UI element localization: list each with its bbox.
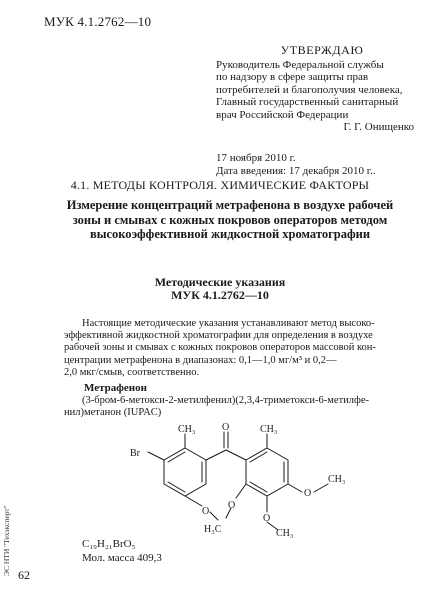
- structure-h3c: H₃C: [204, 524, 222, 535]
- structure-o4: O: [304, 488, 312, 499]
- structure-ch3-right: CH₃: [260, 424, 278, 435]
- page-number: 62: [18, 568, 30, 582]
- intro-paragraph: [64, 318, 414, 379]
- approval-line: по надзору в сфере защиты прав: [216, 71, 369, 83]
- structure-carbonyl-o: O: [222, 422, 230, 433]
- approval-line: врач Российской Федерации: [216, 108, 349, 121]
- approval-dates: [216, 152, 376, 178]
- structure-ch3-bottom: CH₃: [276, 528, 294, 538]
- structure-o2: O: [228, 500, 236, 511]
- formula-block: [82, 537, 162, 565]
- effective-date: Дата введения: 17 декабря 2010 г..: [216, 165, 376, 177]
- section-heading: 4.1. МЕТОДЫ КОНТРОЛЯ. ХИМИЧЕСКИЕ ФАКТОРЫ: [70, 178, 370, 192]
- structural-formula: [100, 420, 400, 538]
- structure-ch3-left: CH₃: [178, 424, 196, 435]
- paragraph-line: центрации метрафенона в диапазонах: 0,1—1,0 мг/м³ и 0,2—: [64, 354, 337, 366]
- approval-signer: Г. Г. Онищенко: [343, 121, 414, 133]
- structure-ch3-methoxy: CH₃: [328, 474, 346, 485]
- iupac-line: (3-бром-6-метокси-2-метилфенил)(2,3,4-триметокси-6-метилфе-: [82, 395, 369, 406]
- structure-o1: O: [202, 506, 210, 517]
- document-title: Измерение концентраций метрафенона в воздухе рабочей зоны и смывах с кожных покровов операторов методом высокоэффективной жидкостной хроматографии: [66, 198, 394, 241]
- structure-o3: O: [263, 513, 271, 524]
- guidelines-heading: [0, 276, 440, 302]
- guidelines-code: МУК 4.1.2762—10: [171, 288, 269, 302]
- paragraph-line: 2,0 мкг/смыв, соответственно.: [64, 366, 200, 378]
- approval-line: Руководитель Федеральной службы: [216, 58, 384, 71]
- publisher-stamp: ЭС НТИ "Техэксперт": [2, 505, 11, 577]
- iupac-name: [64, 395, 369, 419]
- molecular-formula: C₁₉H₂₁BrO₅: [82, 538, 136, 550]
- document-code-header: МУК 4.1.2762—10: [44, 14, 152, 29]
- paragraph-line: рабочей зоны и смывах с кожных покровов операторов массовой кон-: [64, 342, 376, 354]
- approval-line: Главный государственный санитарный: [216, 96, 399, 108]
- approval-title: УТВЕРЖДАЮ: [280, 43, 364, 57]
- iupac-line: нил)метанон (IUPAC): [64, 407, 162, 419]
- structure-br: Br: [130, 448, 140, 459]
- paragraph-line: Настоящие методические указания устанавливают метод высоко-: [82, 318, 375, 329]
- guidelines-label: Методические указания: [154, 275, 286, 289]
- approval-date: 17 ноября 2010 г.: [216, 152, 296, 164]
- substance-name: Метрафенон: [84, 382, 147, 394]
- approval-line: потребителей и благополучия человека,: [216, 83, 403, 96]
- molecular-mass: Мол. масса 409,3: [82, 552, 162, 564]
- approval-block: [216, 44, 428, 134]
- paragraph-line: эффективной жидкостной хроматографии для определения в воздухе: [64, 330, 373, 342]
